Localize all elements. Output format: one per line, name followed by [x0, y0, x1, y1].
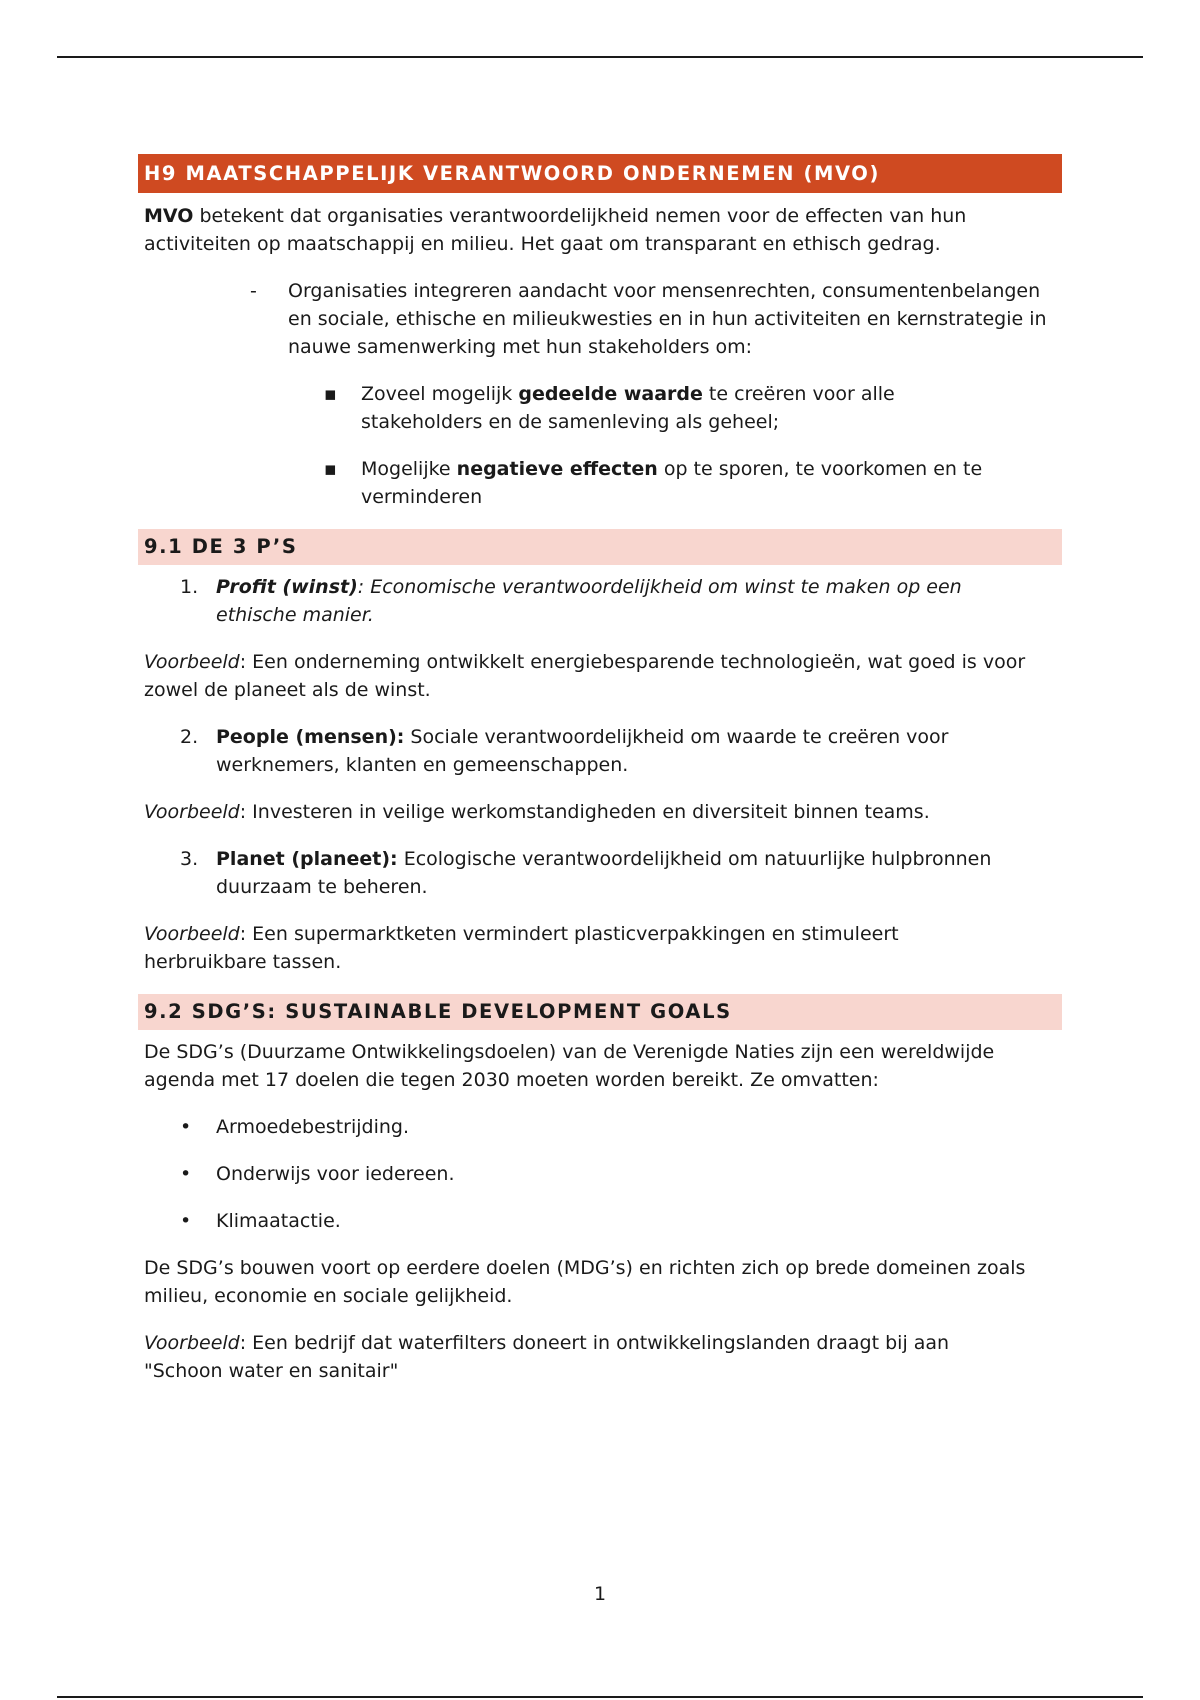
square-list-item — [138, 455, 1062, 511]
item-description: Sociale verantwoordelijkheid om waarde te creëren voor werknemers, klanten en gemeenschappen. — [216, 726, 949, 776]
bullet-text: Klimaatactie. — [216, 1210, 341, 1232]
numbered-item — [138, 845, 1062, 901]
sub-item-text: Mogelijke — [361, 458, 457, 480]
item-description: : Economische verantwoordelijkheid om winst te maken op een ethische manier. — [216, 576, 962, 626]
page-number: 1 — [593, 1583, 607, 1605]
sdg-paragraph: De SDG’s bouwen voort op eerdere doelen (MDG’s) en richten zich op brede domeinen zoals milieu, economie en sociale gelijkheid. — [144, 1257, 1026, 1307]
example-paragraph — [138, 920, 1062, 976]
bullet-item — [138, 1113, 1062, 1141]
bullet-marker: • — [180, 1163, 192, 1185]
example-text: : Een bedrijf dat waterfilters doneert in ontwikkelingslanden draagt bij aan "Schoon water en sanitair" — [144, 1332, 950, 1382]
bullet-text: Armoedebestrijding. — [216, 1116, 409, 1138]
item-description: Ecologische verantwoordelijkheid om natuurlijke hulpbronnen duurzaam te beheren. — [216, 848, 992, 898]
item-term: People (mensen): — [216, 726, 405, 748]
sdg-intro-paragraph: De SDG’s (Duurzame Ontwikkelingsdoelen) van de Verenigde Naties zijn een wereldwijde agenda met 17 doelen die tegen 2030 moeten worden bereikt. Ze omvatten: — [144, 1041, 995, 1091]
section-heading-sdgs: 9.2 SDG’S: SUSTAINABLE DEVELOPMENT GOALS — [138, 994, 1062, 1030]
document-body — [138, 154, 1062, 1385]
item-number: 1. — [180, 576, 199, 598]
item-term: Profit (winst) — [216, 576, 358, 598]
footer-rule — [57, 1696, 1143, 1698]
header-rule — [57, 56, 1143, 58]
mvo-intro-paragraph — [138, 202, 1062, 258]
chapter-heading: H9 MAATSCHAPPELIJK VERANTWOORD ONDERNEMEN (MVO) — [138, 154, 1062, 193]
example-paragraph — [138, 1329, 1062, 1385]
example-text: : Investeren in veilige werkomstandigheden en diversiteit binnen teams. — [239, 801, 930, 823]
sub-item-bold: gedeelde waarde — [518, 383, 703, 405]
example-paragraph — [138, 798, 1062, 826]
square-bullet-marker: ▪ — [324, 458, 337, 480]
example-text: : Een supermarktketen vermindert plasticverpakkingen en stimuleert herbruikbare tassen. — [144, 923, 899, 973]
numbered-item — [138, 573, 1062, 629]
example-label: Voorbeeld — [144, 801, 240, 823]
sub-item-text: op te sporen, te voorkomen en te verminderen — [361, 458, 983, 508]
dash-list-item — [138, 277, 1062, 361]
item-number: 3. — [180, 848, 199, 870]
mvo-intro-text: betekent dat organisaties verantwoordelijkheid nemen voor de effecten van hun activiteiten op maatschappij en milieu. Het gaat om transparant en ethisch gedrag. — [144, 205, 967, 255]
square-bullet-marker: ▪ — [324, 383, 337, 405]
bullet-marker: • — [180, 1116, 192, 1138]
item-term: Planet (planeet): — [216, 848, 398, 870]
example-label: Voorbeeld — [144, 651, 240, 673]
bullet-text: Onderwijs voor iedereen. — [216, 1163, 455, 1185]
example-label: Voorbeeld — [144, 923, 240, 945]
bullet-item — [138, 1160, 1062, 1188]
item-number: 2. — [180, 726, 199, 748]
bullet-marker: • — [180, 1210, 192, 1232]
example-paragraph — [138, 648, 1062, 704]
dash-item-text: Organisaties integreren aandacht voor mensenrechten, consumentenbelangen en sociale, ethische en milieukwesties en in hun activiteiten en kernstrategie in nauwe samenwerking met hun stakeholders om: — [288, 280, 1047, 358]
bullet-item — [138, 1207, 1062, 1235]
section-heading-3ps: 9.1 DE 3 P’S — [138, 529, 1062, 565]
sub-item-text: te creëren voor alle stakeholders en de samenleving als geheel; — [361, 383, 895, 433]
numbered-item — [138, 723, 1062, 779]
mvo-term: MVO — [144, 205, 194, 227]
sub-item-bold: negatieve effecten — [456, 458, 658, 480]
dash-marker: - — [250, 280, 257, 302]
square-list-item — [138, 380, 1062, 436]
example-label: Voorbeeld — [144, 1332, 240, 1354]
example-text: : Een onderneming ontwikkelt energiebesparende technologieën, wat goed is voor zowel de planeet als de winst. — [144, 651, 1026, 701]
sub-item-text: Zoveel mogelijk — [361, 383, 519, 405]
